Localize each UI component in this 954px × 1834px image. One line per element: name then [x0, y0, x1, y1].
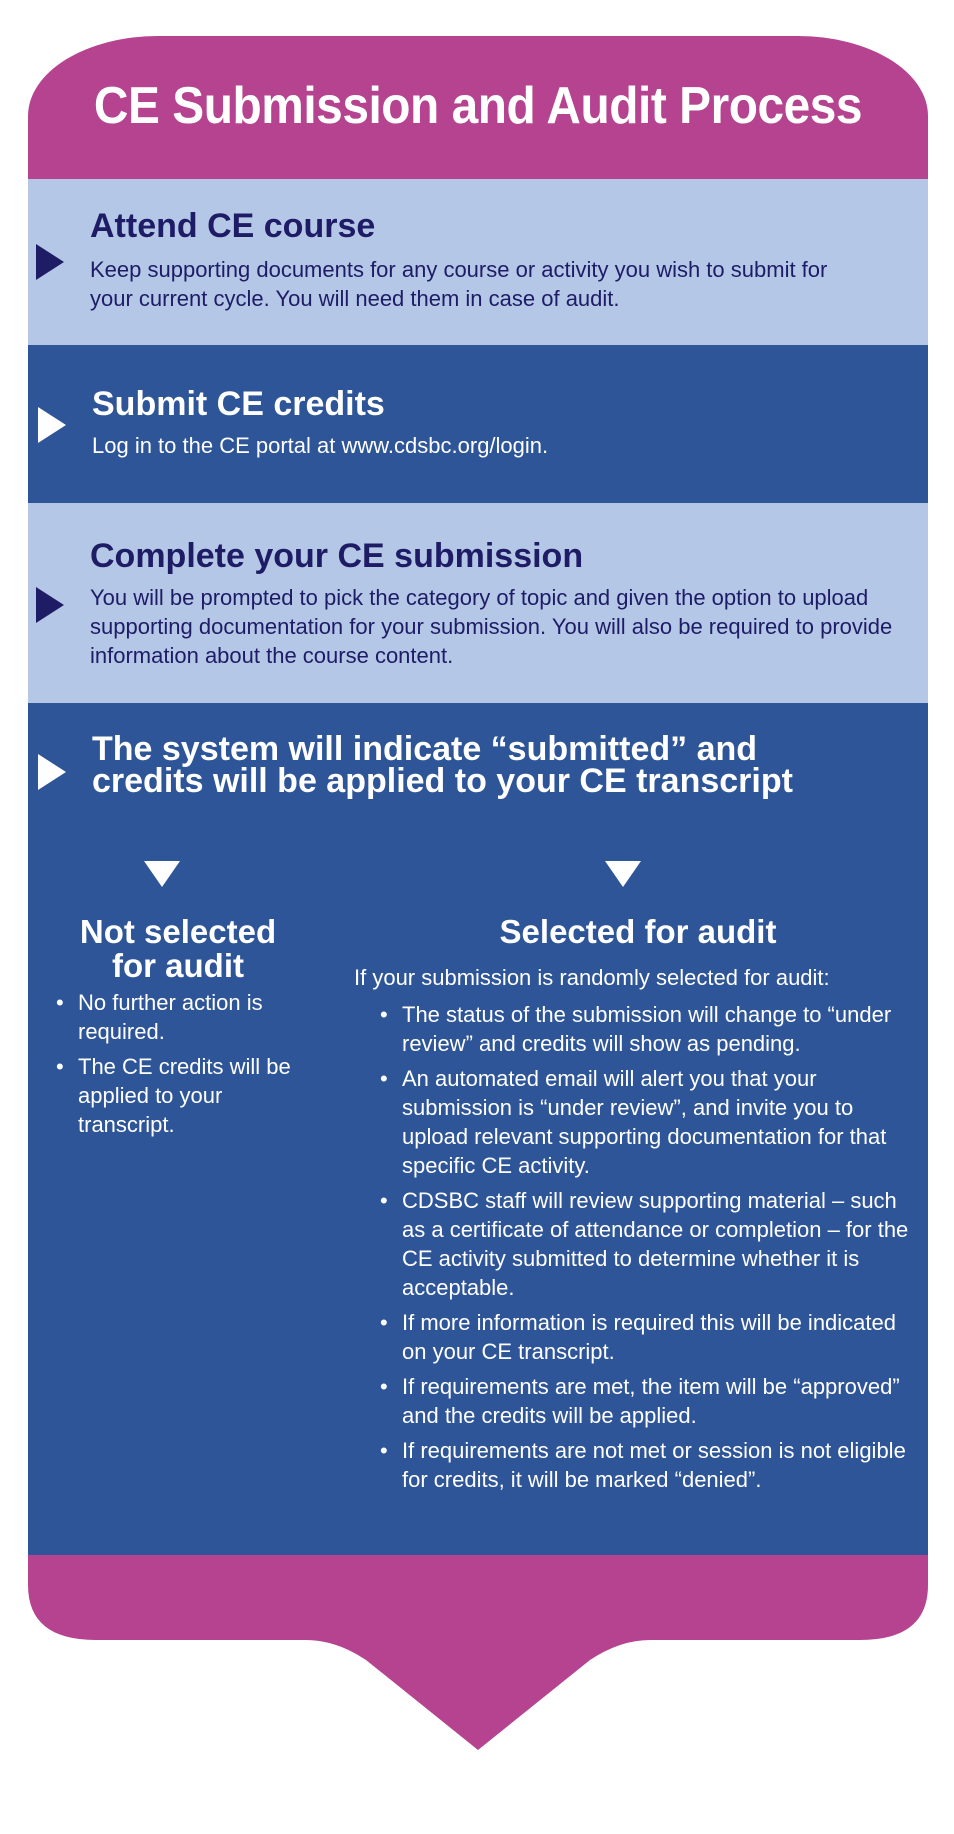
- step-description: You will be prompted to pick the category of topic and given the option to upload supporting documentation for your submission. You will also be required to provide information about the course content.: [90, 585, 893, 668]
- arrow-right-icon: [38, 754, 66, 790]
- footer-arrow-shape: [0, 1555, 954, 1755]
- not-selected-list: [56, 988, 306, 1139]
- step-complete-submission: [28, 503, 928, 703]
- arrow-right-icon: [38, 407, 66, 443]
- step-title: [92, 730, 793, 800]
- header-banner: [28, 36, 928, 179]
- arrow-down-icon: [144, 861, 180, 887]
- list-item: • An automated email will alert you that your submission is “under review”, and invite you to upload relevant supporting documentation for that specific CE activity.: [380, 1064, 918, 1180]
- step-attend-course: [28, 179, 928, 345]
- not-selected-title: [48, 915, 308, 983]
- list-item: • The CE credits will be applied to your transcript.: [56, 1052, 306, 1139]
- column-title-line: Not selected: [79, 913, 277, 950]
- list-item: • No further action is required.: [56, 988, 306, 1046]
- arrow-right-icon: [36, 587, 64, 623]
- list-item: • If requirements are not met or session is not eligible for credits, it will be marked “denied”.: [380, 1436, 918, 1494]
- step-title-line: The system will indicate “submitted” and: [92, 730, 758, 768]
- arrow-right-icon: [36, 244, 64, 280]
- step-submitted-outcomes: [28, 703, 928, 1555]
- list-item: • The status of the submission will change to “under review” and credits will show as pending.: [380, 1000, 918, 1058]
- step-title-line: credits will be applied to your CE transcript: [92, 762, 793, 800]
- list-item: • If requirements are met, the item will be “approved” and the credits will be applied.: [380, 1372, 918, 1430]
- arrow-down-icon: [605, 861, 641, 887]
- column-title-line: for audit: [112, 947, 244, 984]
- selected-list: [380, 1000, 918, 1494]
- step-title: Attend CE course: [90, 207, 376, 245]
- step-title: Complete your CE submission: [90, 537, 584, 575]
- step-description: Keep supporting documents for any course or activity you wish to submit for your current cycle. You will need them in case of audit.: [90, 257, 828, 311]
- step-submit-credits: [28, 345, 928, 503]
- step-title: Submit CE credits: [92, 385, 385, 423]
- step-description: Log in to the CE portal at www.cdsbc.org/login.: [92, 433, 549, 458]
- selected-intro: If your submission is randomly selected for audit:: [354, 965, 830, 990]
- list-item: • CDSBC staff will review supporting material – such as a certificate of attendance or completion – for the CE activity submitted to determine whether it is acceptable.: [380, 1186, 918, 1302]
- page-title: CE Submission and Audit Process: [93, 77, 863, 135]
- selected-title: Selected for audit: [499, 913, 777, 950]
- list-item: • If more information is required this will be indicated on your CE transcript.: [380, 1308, 918, 1366]
